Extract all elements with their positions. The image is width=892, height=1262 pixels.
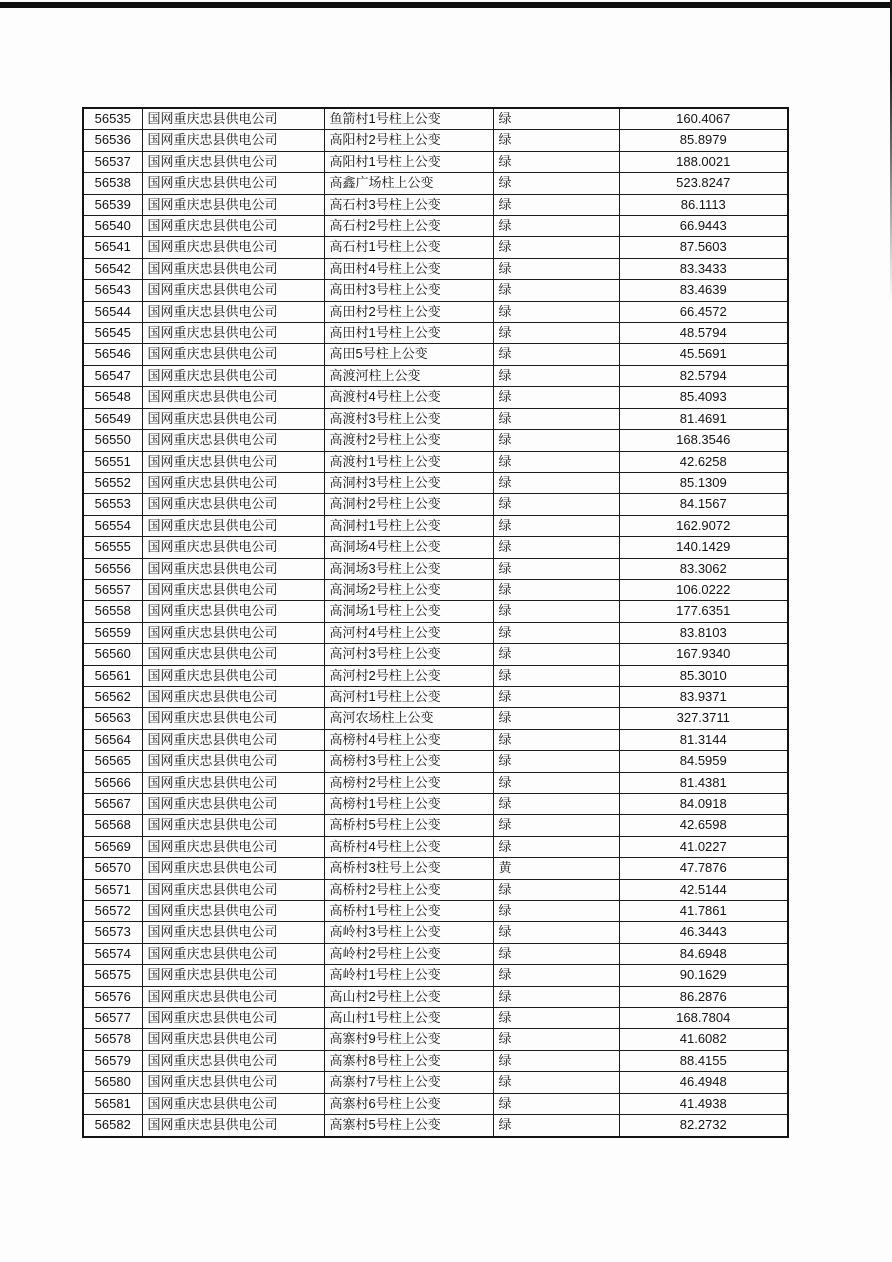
cell-company: 国网重庆忠县供电公司: [142, 237, 324, 258]
cell-company: 国网重庆忠县供电公司: [142, 558, 324, 579]
cell-record-id: 56541: [83, 237, 142, 258]
cell-company: 国网重庆忠县供电公司: [142, 579, 324, 600]
cell-status: 绿: [493, 537, 619, 558]
cell-company: 国网重庆忠县供电公司: [142, 130, 324, 151]
cell-record-id: 56537: [83, 151, 142, 172]
table-row: [83, 194, 788, 215]
cell-status: 绿: [493, 686, 619, 707]
cell-record-id: 56580: [83, 1072, 142, 1093]
cell-transformer-name: 高桥村1号柱上公变: [324, 901, 493, 922]
table-row: [83, 729, 788, 750]
cell-load-value: 82.5794: [619, 365, 788, 386]
cell-load-value: 83.3062: [619, 558, 788, 579]
cell-transformer-name: 高桥村5号柱上公变: [324, 815, 493, 836]
cell-transformer-name: 高河村2号柱上公变: [324, 665, 493, 686]
cell-load-value: 162.9072: [619, 515, 788, 536]
table-row: [83, 472, 788, 493]
cell-transformer-name: 高寨村9号柱上公变: [324, 1029, 493, 1050]
cell-status: 绿: [493, 965, 619, 986]
cell-transformer-name: 高渡河柱上公变: [324, 365, 493, 386]
cell-status: 绿: [493, 151, 619, 172]
cell-load-value: 177.6351: [619, 601, 788, 622]
cell-transformer-name: 高山村1号柱上公变: [324, 1008, 493, 1029]
cell-load-value: 87.5603: [619, 237, 788, 258]
cell-status: 绿: [493, 558, 619, 579]
cell-company: 国网重庆忠县供电公司: [142, 729, 324, 750]
cell-transformer-name: 高榜村3号柱上公变: [324, 751, 493, 772]
table-row: [83, 836, 788, 857]
cell-load-value: 84.0918: [619, 794, 788, 815]
cell-record-id: 56570: [83, 858, 142, 879]
cell-status: 绿: [493, 986, 619, 1007]
cell-status: 绿: [493, 430, 619, 451]
table-row: [83, 901, 788, 922]
table-row: [83, 451, 788, 472]
cell-record-id: 56535: [83, 108, 142, 130]
table-row: [83, 537, 788, 558]
cell-company: 国网重庆忠县供电公司: [142, 258, 324, 279]
cell-load-value: 45.5691: [619, 344, 788, 365]
cell-company: 国网重庆忠县供电公司: [142, 494, 324, 515]
cell-load-value: 47.7876: [619, 858, 788, 879]
cell-load-value: 42.6598: [619, 815, 788, 836]
cell-transformer-name: 高榜村2号柱上公变: [324, 772, 493, 793]
cell-load-value: 327.3711: [619, 708, 788, 729]
cell-record-id: 56575: [83, 965, 142, 986]
table-row: [83, 494, 788, 515]
table-row: [83, 965, 788, 986]
cell-company: 国网重庆忠县供电公司: [142, 751, 324, 772]
cell-transformer-name: 高洞场4号柱上公变: [324, 537, 493, 558]
cell-transformer-name: 高田村4号柱上公变: [324, 258, 493, 279]
cell-record-id: 56562: [83, 686, 142, 707]
cell-status: 绿: [493, 194, 619, 215]
cell-company: 国网重庆忠县供电公司: [142, 280, 324, 301]
top-scan-bar: [0, 2, 892, 8]
cell-status: 绿: [493, 237, 619, 258]
cell-transformer-name: 鱼箭村1号柱上公变: [324, 108, 493, 130]
cell-status: 绿: [493, 1093, 619, 1114]
cell-transformer-name: 高河农场柱上公变: [324, 708, 493, 729]
cell-status: 绿: [493, 601, 619, 622]
cell-transformer-name: 高岭村1号柱上公变: [324, 965, 493, 986]
cell-load-value: 86.1113: [619, 194, 788, 215]
cell-load-value: 85.8979: [619, 130, 788, 151]
table-row: [83, 644, 788, 665]
table-row: [83, 323, 788, 344]
cell-transformer-name: 高渡村3号柱上公变: [324, 408, 493, 429]
cell-company: 国网重庆忠县供电公司: [142, 451, 324, 472]
cell-transformer-name: 高桥村3柱号上公变: [324, 858, 493, 879]
cell-transformer-name: 高寨村6号柱上公变: [324, 1093, 493, 1114]
table-row: [83, 237, 788, 258]
cell-transformer-name: 高石村3号柱上公变: [324, 194, 493, 215]
table-body: [83, 108, 788, 1137]
cell-record-id: 56539: [83, 194, 142, 215]
cell-status: 绿: [493, 772, 619, 793]
cell-status: 绿: [493, 515, 619, 536]
cell-load-value: 46.3443: [619, 922, 788, 943]
table-row: [83, 665, 788, 686]
cell-record-id: 56559: [83, 622, 142, 643]
cell-load-value: 168.3546: [619, 430, 788, 451]
cell-company: 国网重庆忠县供电公司: [142, 1029, 324, 1050]
cell-load-value: 84.6948: [619, 943, 788, 964]
cell-status: 绿: [493, 794, 619, 815]
cell-status: 绿: [493, 280, 619, 301]
cell-load-value: 41.7861: [619, 901, 788, 922]
cell-record-id: 56538: [83, 173, 142, 194]
table-row: [83, 815, 788, 836]
table-row: [83, 686, 788, 707]
table-row: [83, 1072, 788, 1093]
cell-load-value: 46.4948: [619, 1072, 788, 1093]
cell-status: 绿: [493, 1050, 619, 1071]
cell-record-id: 56546: [83, 344, 142, 365]
cell-transformer-name: 高鑫广场柱上公变: [324, 173, 493, 194]
cell-load-value: 66.9443: [619, 216, 788, 237]
cell-load-value: 81.4691: [619, 408, 788, 429]
cell-record-id: 56554: [83, 515, 142, 536]
cell-status: 绿: [493, 365, 619, 386]
cell-load-value: 85.4093: [619, 387, 788, 408]
cell-transformer-name: 高河村1号柱上公变: [324, 686, 493, 707]
table-row: [83, 1029, 788, 1050]
cell-company: 国网重庆忠县供电公司: [142, 794, 324, 815]
cell-record-id: 56582: [83, 1115, 142, 1137]
cell-company: 国网重庆忠县供电公司: [142, 387, 324, 408]
cell-transformer-name: 高寨村5号柱上公变: [324, 1115, 493, 1137]
table-row: [83, 1050, 788, 1071]
table-row: [83, 430, 788, 451]
cell-company: 国网重庆忠县供电公司: [142, 194, 324, 215]
cell-company: 国网重庆忠县供电公司: [142, 173, 324, 194]
cell-transformer-name: 高渡村1号柱上公变: [324, 451, 493, 472]
cell-status: 绿: [493, 451, 619, 472]
table-row: [83, 108, 788, 130]
cell-load-value: 160.4067: [619, 108, 788, 130]
cell-transformer-name: 高洞场1号柱上公变: [324, 601, 493, 622]
cell-transformer-name: 高寨村7号柱上公变: [324, 1072, 493, 1093]
cell-status: 绿: [493, 323, 619, 344]
cell-company: 国网重庆忠县供电公司: [142, 772, 324, 793]
cell-record-id: 56569: [83, 836, 142, 857]
cell-record-id: 56545: [83, 323, 142, 344]
cell-load-value: 88.4155: [619, 1050, 788, 1071]
table-row: [83, 943, 788, 964]
cell-load-value: 84.5959: [619, 751, 788, 772]
cell-company: 国网重庆忠县供电公司: [142, 537, 324, 558]
cell-status: 绿: [493, 494, 619, 515]
cell-status: 绿: [493, 815, 619, 836]
cell-record-id: 56543: [83, 280, 142, 301]
table-row: [83, 922, 788, 943]
cell-company: 国网重庆忠县供电公司: [142, 515, 324, 536]
cell-company: 国网重庆忠县供电公司: [142, 965, 324, 986]
table-row: [83, 708, 788, 729]
cell-company: 国网重庆忠县供电公司: [142, 601, 324, 622]
cell-status: 绿: [493, 472, 619, 493]
cell-transformer-name: 高洞场3号柱上公变: [324, 558, 493, 579]
cell-status: 绿: [493, 301, 619, 322]
table-row: [83, 579, 788, 600]
cell-company: 国网重庆忠县供电公司: [142, 430, 324, 451]
cell-transformer-name: 高桥村2号柱上公变: [324, 879, 493, 900]
cell-transformer-name: 高榜村4号柱上公变: [324, 729, 493, 750]
cell-load-value: 81.4381: [619, 772, 788, 793]
cell-record-id: 56566: [83, 772, 142, 793]
cell-status: 绿: [493, 901, 619, 922]
cell-company: 国网重庆忠县供电公司: [142, 108, 324, 130]
cell-status: 绿: [493, 1072, 619, 1093]
table-row: [83, 1008, 788, 1029]
cell-company: 国网重庆忠县供电公司: [142, 1008, 324, 1029]
cell-status: 绿: [493, 644, 619, 665]
cell-record-id: 56573: [83, 922, 142, 943]
cell-transformer-name: 高洞村2号柱上公变: [324, 494, 493, 515]
cell-transformer-name: 高洞村3号柱上公变: [324, 472, 493, 493]
cell-record-id: 56579: [83, 1050, 142, 1071]
cell-status: 绿: [493, 729, 619, 750]
cell-status: 绿: [493, 836, 619, 857]
cell-load-value: 83.8103: [619, 622, 788, 643]
cell-load-value: 106.0222: [619, 579, 788, 600]
cell-company: 国网重庆忠县供电公司: [142, 686, 324, 707]
cell-company: 国网重庆忠县供电公司: [142, 622, 324, 643]
cell-record-id: 56553: [83, 494, 142, 515]
cell-record-id: 56578: [83, 1029, 142, 1050]
cell-load-value: 83.9371: [619, 686, 788, 707]
cell-load-value: 168.7804: [619, 1008, 788, 1029]
cell-record-id: 56557: [83, 579, 142, 600]
table-row: [83, 515, 788, 536]
table-row: [83, 986, 788, 1007]
cell-record-id: 56564: [83, 729, 142, 750]
table-row: [83, 751, 788, 772]
cell-transformer-name: 高渡村4号柱上公变: [324, 387, 493, 408]
cell-record-id: 56572: [83, 901, 142, 922]
table-row: [83, 301, 788, 322]
cell-status: 绿: [493, 258, 619, 279]
cell-company: 国网重庆忠县供电公司: [142, 879, 324, 900]
cell-company: 国网重庆忠县供电公司: [142, 901, 324, 922]
cell-record-id: 56540: [83, 216, 142, 237]
cell-transformer-name: 高河村4号柱上公变: [324, 622, 493, 643]
cell-load-value: 41.0227: [619, 836, 788, 857]
cell-transformer-name: 高岭村2号柱上公变: [324, 943, 493, 964]
cell-record-id: 56555: [83, 537, 142, 558]
cell-status: 绿: [493, 708, 619, 729]
cell-load-value: 86.2876: [619, 986, 788, 1007]
cell-transformer-name: 高田村1号柱上公变: [324, 323, 493, 344]
cell-company: 国网重庆忠县供电公司: [142, 472, 324, 493]
cell-transformer-name: 高田村3号柱上公变: [324, 280, 493, 301]
cell-record-id: 56560: [83, 644, 142, 665]
cell-record-id: 56548: [83, 387, 142, 408]
cell-load-value: 41.4938: [619, 1093, 788, 1114]
cell-company: 国网重庆忠县供电公司: [142, 344, 324, 365]
cell-load-value: 83.4639: [619, 280, 788, 301]
table-row: [83, 558, 788, 579]
cell-status: 绿: [493, 665, 619, 686]
cell-record-id: 56567: [83, 794, 142, 815]
table-row: [83, 216, 788, 237]
cell-company: 国网重庆忠县供电公司: [142, 943, 324, 964]
table-row: [83, 1093, 788, 1114]
cell-status: 绿: [493, 1008, 619, 1029]
cell-load-value: 42.6258: [619, 451, 788, 472]
cell-status: 绿: [493, 130, 619, 151]
cell-record-id: 56574: [83, 943, 142, 964]
cell-status: 绿: [493, 879, 619, 900]
cell-company: 国网重庆忠县供电公司: [142, 323, 324, 344]
cell-record-id: 56550: [83, 430, 142, 451]
cell-company: 国网重庆忠县供电公司: [142, 216, 324, 237]
cell-record-id: 56542: [83, 258, 142, 279]
cell-record-id: 56565: [83, 751, 142, 772]
cell-load-value: 90.1629: [619, 965, 788, 986]
cell-transformer-name: 高桥村4号柱上公变: [324, 836, 493, 857]
cell-load-value: 84.1567: [619, 494, 788, 515]
cell-status: 绿: [493, 1029, 619, 1050]
cell-company: 国网重庆忠县供电公司: [142, 858, 324, 879]
cell-record-id: 56576: [83, 986, 142, 1007]
cell-status: 绿: [493, 1115, 619, 1137]
cell-load-value: 81.3144: [619, 729, 788, 750]
cell-record-id: 56577: [83, 1008, 142, 1029]
table-row: [83, 622, 788, 643]
cell-transformer-name: 高洞村1号柱上公变: [324, 515, 493, 536]
cell-transformer-name: 高田村2号柱上公变: [324, 301, 493, 322]
cell-transformer-name: 高寨村8号柱上公变: [324, 1050, 493, 1071]
cell-status: 绿: [493, 622, 619, 643]
cell-load-value: 140.1429: [619, 537, 788, 558]
cell-load-value: 188.0021: [619, 151, 788, 172]
cell-company: 国网重庆忠县供电公司: [142, 922, 324, 943]
table-row: [83, 858, 788, 879]
table-row: [83, 130, 788, 151]
cell-status: 绿: [493, 751, 619, 772]
cell-record-id: 56544: [83, 301, 142, 322]
cell-company: 国网重庆忠县供电公司: [142, 708, 324, 729]
cell-transformer-name: 高阳村2号柱上公变: [324, 130, 493, 151]
cell-transformer-name: 高山村2号柱上公变: [324, 986, 493, 1007]
cell-record-id: 56547: [83, 365, 142, 386]
cell-company: 国网重庆忠县供电公司: [142, 408, 324, 429]
cell-record-id: 56563: [83, 708, 142, 729]
cell-company: 国网重庆忠县供电公司: [142, 151, 324, 172]
cell-company: 国网重庆忠县供电公司: [142, 836, 324, 857]
cell-status: 绿: [493, 943, 619, 964]
table-row: [83, 387, 788, 408]
cell-transformer-name: 高石村1号柱上公变: [324, 237, 493, 258]
cell-transformer-name: 高阳村1号柱上公变: [324, 151, 493, 172]
cell-load-value: 85.3010: [619, 665, 788, 686]
cell-load-value: 85.1309: [619, 472, 788, 493]
cell-load-value: 41.6082: [619, 1029, 788, 1050]
table-row: [83, 344, 788, 365]
cell-load-value: 48.5794: [619, 323, 788, 344]
cell-company: 国网重庆忠县供电公司: [142, 665, 324, 686]
cell-record-id: 56581: [83, 1093, 142, 1114]
table-row: [83, 772, 788, 793]
cell-company: 国网重庆忠县供电公司: [142, 815, 324, 836]
cell-record-id: 56558: [83, 601, 142, 622]
table-row: [83, 1115, 788, 1137]
table-row: [83, 173, 788, 194]
cell-transformer-name: 高岭村3号柱上公变: [324, 922, 493, 943]
cell-status: 绿: [493, 108, 619, 130]
cell-record-id: 56536: [83, 130, 142, 151]
cell-load-value: 82.2732: [619, 1115, 788, 1137]
cell-company: 国网重庆忠县供电公司: [142, 1050, 324, 1071]
cell-record-id: 56561: [83, 665, 142, 686]
cell-load-value: 42.5144: [619, 879, 788, 900]
cell-status: 绿: [493, 216, 619, 237]
table-row: [83, 365, 788, 386]
cell-transformer-name: 高河村3号柱上公变: [324, 644, 493, 665]
cell-transformer-name: 高榜村1号柱上公变: [324, 794, 493, 815]
table-row: [83, 794, 788, 815]
cell-status: 绿: [493, 173, 619, 194]
table-row: [83, 151, 788, 172]
cell-company: 国网重庆忠县供电公司: [142, 301, 324, 322]
cell-status: 绿: [493, 344, 619, 365]
cell-load-value: 66.4572: [619, 301, 788, 322]
table-row: [83, 601, 788, 622]
cell-load-value: 523.8247: [619, 173, 788, 194]
cell-company: 国网重庆忠县供电公司: [142, 986, 324, 1007]
cell-company: 国网重庆忠县供电公司: [142, 365, 324, 386]
cell-record-id: 56568: [83, 815, 142, 836]
cell-load-value: 83.3433: [619, 258, 788, 279]
transformer-load-table: [82, 107, 789, 1138]
cell-status: 绿: [493, 579, 619, 600]
cell-company: 国网重庆忠县供电公司: [142, 1072, 324, 1093]
cell-status: 绿: [493, 408, 619, 429]
table-row: [83, 408, 788, 429]
cell-record-id: 56552: [83, 472, 142, 493]
cell-record-id: 56556: [83, 558, 142, 579]
table-row: [83, 879, 788, 900]
cell-status: 黄: [493, 858, 619, 879]
cell-company: 国网重庆忠县供电公司: [142, 1093, 324, 1114]
cell-status: 绿: [493, 922, 619, 943]
cell-transformer-name: 高渡村2号柱上公变: [324, 430, 493, 451]
table-row: [83, 258, 788, 279]
table-row: [83, 280, 788, 301]
cell-company: 国网重庆忠县供电公司: [142, 1115, 324, 1137]
cell-record-id: 56549: [83, 408, 142, 429]
cell-transformer-name: 高田5号柱上公变: [324, 344, 493, 365]
cell-load-value: 167.9340: [619, 644, 788, 665]
cell-status: 绿: [493, 387, 619, 408]
cell-record-id: 56551: [83, 451, 142, 472]
cell-transformer-name: 高石村2号柱上公变: [324, 216, 493, 237]
cell-record-id: 56571: [83, 879, 142, 900]
cell-company: 国网重庆忠县供电公司: [142, 644, 324, 665]
cell-transformer-name: 高洞场2号柱上公变: [324, 579, 493, 600]
